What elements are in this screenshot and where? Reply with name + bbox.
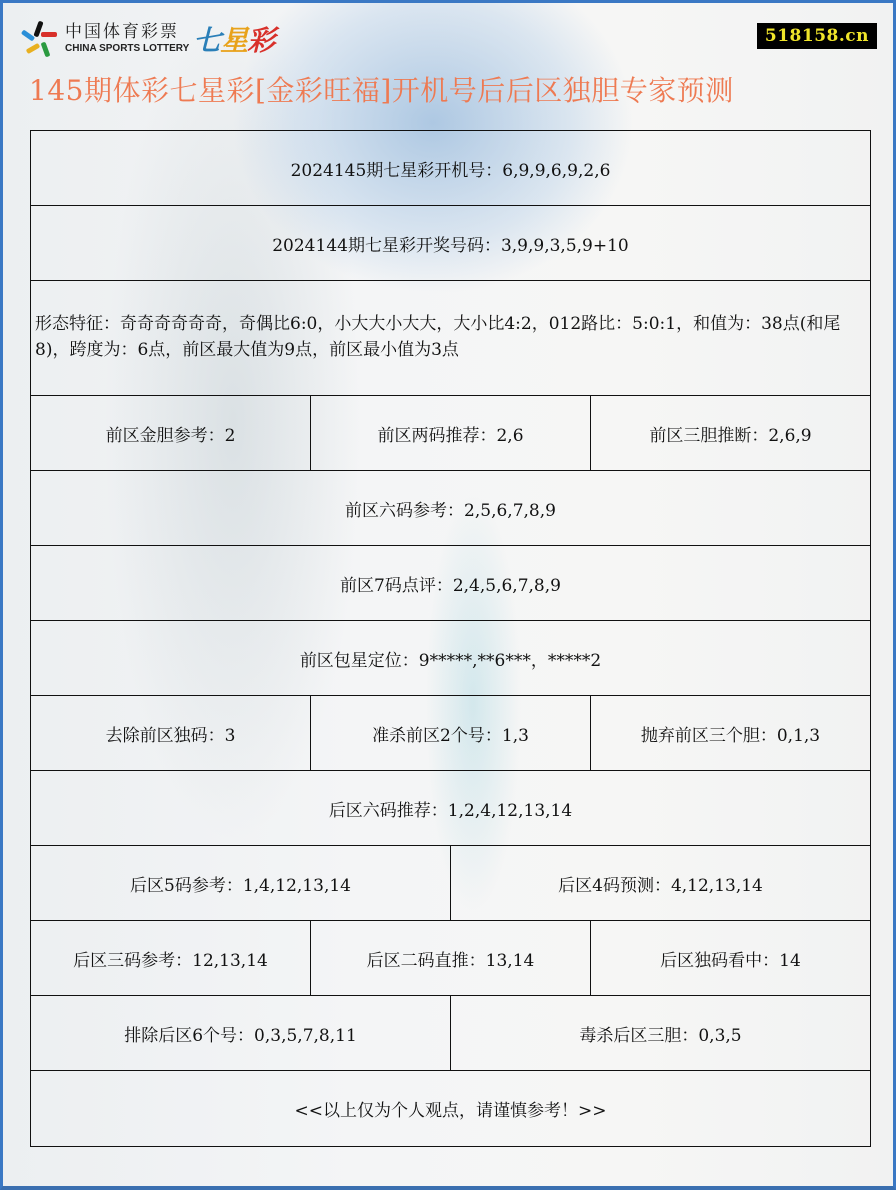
table-cell: 前区两码推荐：2,6 <box>311 396 591 470</box>
qixingcai-logo-text: 七星彩 <box>193 24 275 57</box>
table-cell: 前区7码点评：2,4,5,6,7,8,9 <box>340 575 561 596</box>
header <box>3 3 893 128</box>
site-domain-badge: 518158.cn <box>757 23 877 49</box>
table-cell: 后区二码直推：13,14 <box>311 921 591 995</box>
table-row-previous-draw <box>31 206 870 281</box>
table-row <box>31 696 870 771</box>
table-row-opening-numbers <box>31 131 870 206</box>
table-row <box>31 771 870 846</box>
table-row <box>31 996 870 1071</box>
page-title: 145期体彩七星彩[金彩旺福]开机号后后区独胆专家预测 <box>29 74 734 107</box>
table-row <box>31 621 870 696</box>
disclaimer-text: <<以上仅为个人观点，请谨慎参考！>> <box>294 1101 607 1121</box>
table-row <box>31 396 870 471</box>
table-cell: 后区独码看中：14 <box>660 950 801 971</box>
table-row <box>31 546 870 621</box>
table-cell: 前区六码参考：2,5,6,7,8,9 <box>345 500 556 521</box>
table-cell: 去除前区独码：3 <box>31 696 311 770</box>
table-row-disclaimer <box>31 1071 870 1146</box>
logo-chinese-name: 中国体育彩票 <box>65 22 179 42</box>
table-cell: 后区三码参考：12,13,14 <box>31 921 311 995</box>
table-cell: 后区5码参考：1,4,12,13,14 <box>31 846 451 920</box>
prediction-table <box>30 130 871 1147</box>
table-row <box>31 921 870 996</box>
table-cell: 形态特征：奇奇奇奇奇奇，奇偶比6:0，小大大小大大，大小比4:2，012路比：5:0:1，和值为：38点(和尾8)，跨度为：6点，前区最大值为9点，前区最小值为3点 <box>35 314 841 360</box>
table-cell: 准杀前区2个号：1,3 <box>311 696 591 770</box>
table-cell: 前区金胆参考：2 <box>31 396 311 470</box>
china-sports-lottery-logo <box>19 19 274 59</box>
table-row <box>31 471 870 546</box>
table-row-pattern-features <box>31 281 870 396</box>
lottery-star-icon <box>19 19 59 59</box>
table-cell: 前区包星定位：9*****,**6***，*****2 <box>299 650 602 671</box>
table-cell: 前区三胆推断：2,6,9 <box>649 425 812 446</box>
table-cell: 2024144期七星彩开奖号码：3,9,9,3,5,9+10 <box>272 235 629 256</box>
table-cell: 后区六码推荐：1,2,4,12,13,14 <box>328 800 573 821</box>
table-row <box>31 846 870 921</box>
table-cell: 抛弃前区三个胆：0,1,3 <box>640 725 821 746</box>
table-cell: 排除后区6个号：0,3,5,7,8,11 <box>31 996 451 1070</box>
table-cell: 后区4码预测：4,12,13,14 <box>558 875 763 896</box>
table-cell: 毒杀后区三胆：0,3,5 <box>579 1025 742 1046</box>
table-cell: 2024145期七星彩开机号：6,9,9,6,9,2,6 <box>290 160 611 181</box>
logo-english-name: CHINA SPORTS LOTTERY <box>65 43 190 54</box>
